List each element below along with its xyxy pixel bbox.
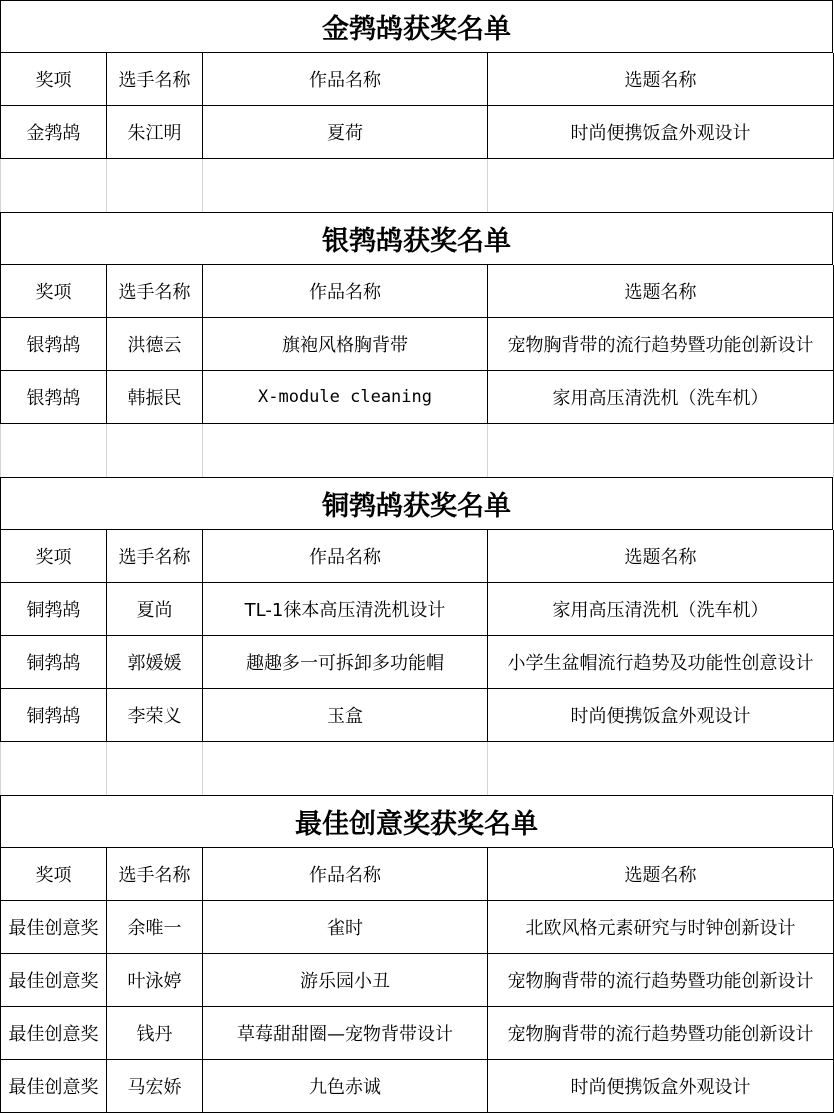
work-name-cell[interactable]: X-module cleaning bbox=[203, 371, 488, 424]
topic-name-cell[interactable]: 宠物胸背带的流行趋势暨功能创新设计 bbox=[488, 954, 834, 1007]
work-name-cell[interactable]: 游乐园小丑 bbox=[203, 954, 488, 1007]
table-row bbox=[0, 106, 834, 159]
award-cell[interactable]: 最佳创意奖 bbox=[0, 1060, 107, 1113]
work-name-cell[interactable]: 雀时 bbox=[203, 901, 488, 954]
table-row bbox=[0, 1060, 834, 1113]
work-name-cell[interactable]: 九色赤诚 bbox=[203, 1060, 488, 1113]
player-name-cell[interactable]: 钱丹 bbox=[107, 1007, 203, 1060]
column-header-award[interactable]: 奖项 bbox=[0, 53, 107, 106]
table-row bbox=[0, 1007, 834, 1060]
empty-cell[interactable] bbox=[203, 424, 488, 477]
work-name-cell[interactable]: 旗袍风格胸背带 bbox=[203, 318, 488, 371]
player-name-cell[interactable]: 郭媛媛 bbox=[107, 636, 203, 689]
topic-name-cell[interactable]: 时尚便携饭盒外观设计 bbox=[488, 689, 834, 742]
column-header-work[interactable]: 作品名称 bbox=[203, 530, 488, 583]
table-header-row bbox=[0, 530, 834, 583]
empty-cell[interactable] bbox=[0, 159, 107, 212]
column-header-player[interactable]: 选手名称 bbox=[107, 265, 203, 318]
empty-cell[interactable] bbox=[488, 742, 834, 795]
award-cell[interactable]: 银鹁鸪 bbox=[0, 318, 107, 371]
empty-cell[interactable] bbox=[107, 424, 203, 477]
section-title[interactable]: 金鹁鸪获奖名单 bbox=[0, 0, 833, 53]
player-name-cell[interactable]: 韩振民 bbox=[107, 371, 203, 424]
empty-cell[interactable] bbox=[0, 424, 107, 477]
column-header-award[interactable]: 奖项 bbox=[0, 848, 107, 901]
empty-cell[interactable] bbox=[203, 742, 488, 795]
player-name-cell[interactable]: 叶泳婷 bbox=[107, 954, 203, 1007]
column-header-award[interactable]: 奖项 bbox=[0, 530, 107, 583]
topic-name-cell[interactable]: 小学生盆帽流行趋势及功能性创意设计 bbox=[488, 636, 834, 689]
work-name-cell[interactable]: 草莓甜甜圈—宠物背带设计 bbox=[203, 1007, 488, 1060]
empty-cell[interactable] bbox=[0, 742, 107, 795]
section-title[interactable]: 铜鹁鸪获奖名单 bbox=[0, 477, 833, 530]
empty-cell[interactable] bbox=[203, 159, 488, 212]
column-header-topic[interactable]: 选题名称 bbox=[488, 848, 834, 901]
section-title[interactable]: 最佳创意奖获奖名单 bbox=[0, 795, 833, 848]
table-row bbox=[0, 901, 834, 954]
table-row bbox=[0, 371, 834, 424]
topic-name-cell[interactable]: 家用高压清洗机（洗车机） bbox=[488, 371, 834, 424]
section-title-row bbox=[0, 212, 834, 265]
work-name-cell[interactable]: 趣趣多一可拆卸多功能帽 bbox=[203, 636, 488, 689]
table-header-row bbox=[0, 53, 834, 106]
empty-cell[interactable] bbox=[488, 159, 834, 212]
section-title-row bbox=[0, 795, 834, 848]
section-title-row bbox=[0, 0, 834, 53]
empty-spacer-row bbox=[0, 424, 834, 477]
award-cell[interactable]: 金鹁鸪 bbox=[0, 106, 107, 159]
empty-spacer-row bbox=[0, 742, 834, 795]
table-header-row bbox=[0, 265, 834, 318]
table-header-row bbox=[0, 848, 834, 901]
award-cell[interactable]: 最佳创意奖 bbox=[0, 954, 107, 1007]
column-header-work[interactable]: 作品名称 bbox=[203, 848, 488, 901]
topic-name-cell[interactable]: 时尚便携饭盒外观设计 bbox=[488, 1060, 834, 1113]
work-name-cell[interactable]: TL-1徕本高压清洗机设计 bbox=[203, 583, 488, 636]
award-cell[interactable]: 银鹁鸪 bbox=[0, 371, 107, 424]
section-title-row bbox=[0, 477, 834, 530]
table-row bbox=[0, 954, 834, 1007]
player-name-cell[interactable]: 余唯一 bbox=[107, 901, 203, 954]
topic-name-cell[interactable]: 时尚便携饭盒外观设计 bbox=[488, 106, 834, 159]
empty-cell[interactable] bbox=[488, 424, 834, 477]
topic-name-cell[interactable]: 宠物胸背带的流行趋势暨功能创新设计 bbox=[488, 1007, 834, 1060]
empty-spacer-row bbox=[0, 159, 834, 212]
topic-name-cell[interactable]: 北欧风格元素研究与时钟创新设计 bbox=[488, 901, 834, 954]
empty-cell[interactable] bbox=[107, 159, 203, 212]
player-name-cell[interactable]: 马宏娇 bbox=[107, 1060, 203, 1113]
award-cell[interactable]: 铜鹁鸪 bbox=[0, 583, 107, 636]
column-header-topic[interactable]: 选题名称 bbox=[488, 53, 834, 106]
work-name-cell[interactable]: 夏荷 bbox=[203, 106, 488, 159]
topic-name-cell[interactable]: 家用高压清洗机（洗车机） bbox=[488, 583, 834, 636]
table-row bbox=[0, 583, 834, 636]
award-cell[interactable]: 铜鹁鸪 bbox=[0, 689, 107, 742]
table-row bbox=[0, 636, 834, 689]
work-name-cell[interactable]: 玉盒 bbox=[203, 689, 488, 742]
column-header-topic[interactable]: 选题名称 bbox=[488, 265, 834, 318]
award-cell[interactable]: 铜鹁鸪 bbox=[0, 636, 107, 689]
column-header-player[interactable]: 选手名称 bbox=[107, 530, 203, 583]
column-header-award[interactable]: 奖项 bbox=[0, 265, 107, 318]
table-row bbox=[0, 318, 834, 371]
empty-cell[interactable] bbox=[107, 742, 203, 795]
topic-name-cell[interactable]: 宠物胸背带的流行趋势暨功能创新设计 bbox=[488, 318, 834, 371]
column-header-player[interactable]: 选手名称 bbox=[107, 53, 203, 106]
section-title[interactable]: 银鹁鸪获奖名单 bbox=[0, 212, 833, 265]
player-name-cell[interactable]: 朱江明 bbox=[107, 106, 203, 159]
award-cell[interactable]: 最佳创意奖 bbox=[0, 901, 107, 954]
player-name-cell[interactable]: 夏尚 bbox=[107, 583, 203, 636]
column-header-player[interactable]: 选手名称 bbox=[107, 848, 203, 901]
player-name-cell[interactable]: 洪德云 bbox=[107, 318, 203, 371]
table-row bbox=[0, 689, 834, 742]
column-header-work[interactable]: 作品名称 bbox=[203, 265, 488, 318]
column-header-work[interactable]: 作品名称 bbox=[203, 53, 488, 106]
player-name-cell[interactable]: 李荣义 bbox=[107, 689, 203, 742]
award-cell[interactable]: 最佳创意奖 bbox=[0, 1007, 107, 1060]
column-header-topic[interactable]: 选题名称 bbox=[488, 530, 834, 583]
